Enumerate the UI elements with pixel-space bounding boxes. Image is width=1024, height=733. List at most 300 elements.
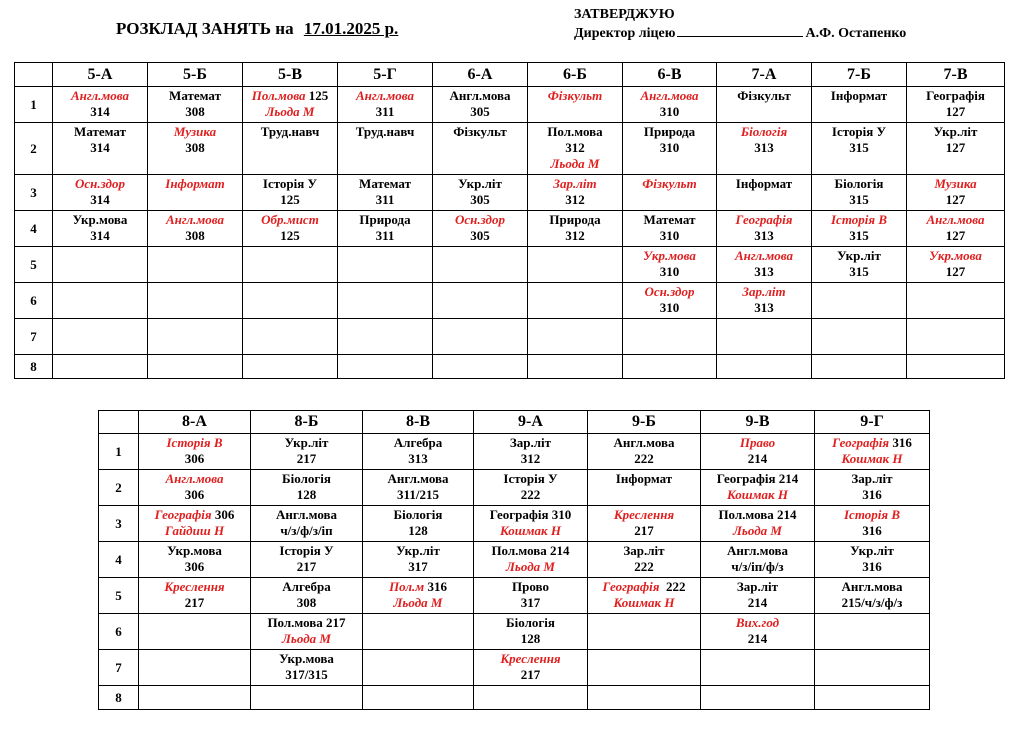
lesson-cell: [148, 175, 243, 211]
cell-line: [363, 543, 473, 559]
cell-line: [701, 523, 814, 539]
lesson-cell: [623, 355, 717, 379]
cell-text: 217: [296, 451, 317, 466]
cell-line: [815, 507, 929, 523]
lesson-cell: [701, 614, 815, 650]
lesson-cell: [363, 686, 474, 710]
cell-text: Зар.літ: [623, 543, 665, 558]
cell-line: [474, 651, 587, 667]
highlighted-text: Історія В: [166, 435, 223, 450]
lesson-cell: [148, 123, 243, 175]
cell-text: 217: [296, 559, 317, 574]
lesson-cell: [812, 319, 907, 355]
cell-text: Фізкульт: [453, 124, 507, 139]
cell-text: Фізкульт: [737, 88, 791, 103]
cell-text: 127: [945, 228, 966, 243]
table-row: [99, 578, 930, 614]
cell-text: 316: [862, 559, 882, 574]
lesson-cell: [701, 470, 815, 506]
cell-line: [148, 212, 242, 228]
cell-line: [717, 284, 811, 300]
cell-text: 305: [470, 104, 490, 119]
cell-text: Природа: [643, 124, 696, 139]
lesson-cell: [251, 686, 363, 710]
cell-text: 311: [375, 104, 395, 119]
cell-text: 317: [408, 559, 428, 574]
lesson-cell: [251, 434, 363, 470]
cell-text: Природа: [549, 212, 601, 227]
cell-line: [717, 300, 811, 316]
cell-text: 308: [185, 104, 205, 119]
highlighted-text: Осн.здор: [75, 176, 125, 191]
schedule-table-grades-5-7: [14, 62, 1005, 379]
cell-line: [812, 88, 906, 104]
cell-line: [528, 88, 622, 104]
title-text: РОЗКЛАД ЗАНЯТЬ на: [116, 19, 294, 38]
cell-line: [701, 451, 814, 467]
cell-text: 312: [520, 451, 541, 466]
cell-line: [588, 579, 700, 595]
cell-text: 314: [90, 140, 110, 155]
cell-line: [338, 212, 432, 228]
cell-line: [474, 615, 587, 631]
lesson-number: 2: [99, 470, 139, 506]
cell-text: 310: [659, 228, 680, 243]
cell-line: [243, 124, 337, 140]
cell-text: 315: [849, 228, 869, 243]
cell-line: [433, 88, 527, 104]
cell-text: 127: [945, 264, 966, 279]
cell-text: 127: [945, 140, 966, 155]
highlighted-text: Географія: [735, 212, 793, 227]
cell-line: [812, 264, 906, 280]
highlighted-text: Англ.мова: [70, 88, 130, 103]
cell-line: [623, 212, 716, 228]
lesson-cell: [907, 247, 1005, 283]
cell-line: [701, 631, 814, 647]
lesson-cell: [474, 650, 588, 686]
cell-line: [251, 507, 362, 523]
lesson-cell: [433, 355, 528, 379]
lesson-cell: [717, 87, 812, 123]
cell-line: [474, 451, 587, 467]
lesson-cell: [815, 686, 930, 710]
cell-text: Пол.мова 214: [491, 543, 570, 558]
lesson-cell: [148, 211, 243, 247]
highlighted-text: Кошмак Н: [841, 451, 903, 466]
cell-text: Інформат: [615, 471, 673, 486]
cell-text: Історія У: [831, 124, 887, 139]
cell-text: 314: [90, 104, 110, 119]
class-header: 9-А: [474, 411, 588, 434]
highlighted-text: Англ.мова: [926, 212, 985, 227]
cell-line: [717, 212, 811, 228]
lesson-cell: [907, 355, 1005, 379]
lesson-cell: [907, 175, 1005, 211]
lesson-cell: [717, 175, 812, 211]
highlighted-text: Музика: [173, 124, 217, 139]
cell-text: 127: [945, 192, 966, 207]
approval-block: [574, 5, 906, 43]
cell-line: [812, 248, 906, 264]
cell-line: [907, 264, 1004, 280]
cell-line: [53, 140, 147, 156]
lesson-cell: [701, 506, 815, 542]
cell-text: Біологія: [834, 176, 884, 191]
cell-line: [717, 248, 811, 264]
cell-line: [815, 523, 929, 539]
cell-line: [433, 212, 527, 228]
cell-line: [251, 631, 362, 647]
lesson-cell: [474, 614, 588, 650]
cell-line: [588, 435, 700, 451]
lesson-cell: [907, 211, 1005, 247]
cell-text: 308: [296, 595, 317, 610]
lesson-cell: [907, 319, 1005, 355]
cell-line: [433, 124, 527, 140]
cell-line: [53, 176, 147, 192]
cell-text: 311: [375, 228, 395, 243]
lesson-cell: [53, 211, 148, 247]
cell-line: [528, 228, 622, 244]
lesson-number: 2: [15, 123, 53, 175]
lesson-number: 1: [99, 434, 139, 470]
lesson-cell: [251, 578, 363, 614]
highlighted-text: Фізкульт: [547, 88, 603, 103]
lesson-cell: [528, 247, 623, 283]
cell-text: Укр.літ: [458, 176, 502, 191]
cell-text: 311/215: [397, 487, 439, 502]
table-row: [15, 247, 1005, 283]
class-header: 5-Б: [148, 63, 243, 87]
lesson-cell: [474, 686, 588, 710]
cell-text: Укр.мова: [72, 212, 128, 227]
lesson-cell: [338, 355, 433, 379]
lesson-cell: [701, 686, 815, 710]
lesson-cell: [338, 123, 433, 175]
class-header: 7-А: [717, 63, 812, 87]
lesson-cell: [243, 175, 338, 211]
cell-text: 125: [280, 192, 300, 207]
cell-text: Труд.навч: [260, 124, 320, 139]
lesson-cell: [474, 506, 588, 542]
cell-line: [251, 471, 362, 487]
cell-text: Пол.мова 217: [267, 615, 346, 630]
cell-line: [623, 124, 716, 140]
lesson-cell: [139, 650, 251, 686]
cell-line: [907, 88, 1004, 104]
class-header: 9-Б: [588, 411, 701, 434]
class-header: 5-А: [53, 63, 148, 87]
highlighted-text: Креслення: [500, 651, 561, 666]
lesson-cell: [148, 319, 243, 355]
lesson-cell: [53, 175, 148, 211]
lesson-cell: [251, 614, 363, 650]
table-header-row: [99, 411, 930, 434]
cell-line: [139, 543, 250, 559]
lesson-cell: [528, 87, 623, 123]
lesson-cell: [815, 506, 930, 542]
room-number: 316: [889, 435, 912, 450]
cell-line: [588, 595, 700, 611]
cell-text: 310: [659, 264, 680, 279]
cell-line: [251, 543, 362, 559]
cell-text: 313: [754, 140, 774, 155]
highlighted-text: Пол.м: [389, 579, 425, 594]
cell-line: [243, 228, 337, 244]
lesson-cell: [474, 578, 588, 614]
lesson-cell: [363, 434, 474, 470]
cell-line: [815, 543, 929, 559]
table-row: [15, 283, 1005, 319]
lesson-number: 3: [99, 506, 139, 542]
lesson-cell: [243, 87, 338, 123]
cell-line: [363, 451, 473, 467]
cell-line: [251, 579, 362, 595]
lesson-cell: [907, 283, 1005, 319]
cell-line: [528, 192, 622, 208]
highlighted-text: Фізкульт: [642, 176, 697, 191]
lesson-cell: [433, 175, 528, 211]
cell-line: [433, 104, 527, 120]
cell-text: Англ.мова: [726, 543, 789, 558]
cell-text: Математ: [359, 176, 411, 191]
cell-text: Географія: [926, 88, 985, 103]
room-number: 125: [305, 88, 329, 103]
cell-text: 311: [375, 192, 395, 207]
lesson-cell: [251, 506, 363, 542]
cell-line: [363, 523, 473, 539]
class-header: 8-А: [139, 411, 251, 434]
cell-line: [812, 124, 906, 140]
cell-line: [338, 88, 432, 104]
cell-line: [139, 559, 250, 575]
cell-text: ч/з/іп/ф/з: [731, 559, 784, 574]
highlighted-text: Англ.мова: [165, 471, 224, 486]
cell-line: [528, 156, 622, 172]
cell-text: Географія 310: [489, 507, 572, 522]
lesson-cell: [701, 578, 815, 614]
cell-text: Прово: [512, 579, 549, 594]
cell-text: 313: [754, 228, 774, 243]
highlighted-text: Географія: [602, 579, 660, 594]
cell-line: [251, 667, 362, 683]
cell-line: [815, 579, 929, 595]
lesson-number: 7: [99, 650, 139, 686]
highlighted-text: Укр.мова: [929, 248, 982, 263]
cell-text: 310: [659, 104, 680, 119]
lesson-cell: [528, 123, 623, 175]
lesson-cell: [139, 506, 251, 542]
class-header: 6-Б: [528, 63, 623, 87]
lesson-number: 8: [15, 355, 53, 379]
cell-line: [474, 595, 587, 611]
table-row: [99, 686, 930, 710]
lesson-cell: [243, 355, 338, 379]
cell-line: [907, 228, 1004, 244]
table-row: [99, 506, 930, 542]
cell-line: [148, 176, 242, 192]
lesson-cell: [243, 247, 338, 283]
cell-text: 214: [747, 631, 768, 646]
highlighted-text: Льода М: [550, 156, 600, 171]
director-line: [574, 24, 906, 43]
highlighted-text: Осн.здор: [455, 212, 505, 227]
lesson-cell: [433, 319, 528, 355]
highlighted-text: Креслення: [613, 507, 675, 522]
lesson-cell: [717, 211, 812, 247]
cell-line: [139, 507, 250, 523]
cell-text: 125: [280, 228, 300, 243]
cell-line: [588, 543, 700, 559]
cell-line: [338, 192, 432, 208]
cell-line: [139, 487, 250, 503]
cell-text: 214: [747, 451, 768, 466]
cell-line: [139, 435, 250, 451]
cell-text: 313: [408, 451, 428, 466]
lesson-cell: [588, 470, 701, 506]
highlighted-text: Зар.літ: [553, 176, 597, 191]
page-title: [116, 19, 398, 39]
lesson-cell: [701, 650, 815, 686]
class-header: 5-Г: [338, 63, 433, 87]
cell-line: [338, 176, 432, 192]
highlighted-text: Пол.мова: [251, 88, 306, 103]
cell-text: Інформат: [830, 88, 888, 103]
cell-text: Англ.мова: [613, 435, 675, 450]
cell-line: [243, 104, 337, 120]
lesson-cell: [588, 506, 701, 542]
lesson-cell: [243, 283, 338, 319]
class-header: 9-В: [701, 411, 815, 434]
highlighted-text: Англ.мова: [734, 248, 794, 263]
lesson-cell: [815, 542, 930, 578]
lesson-cell: [243, 211, 338, 247]
cell-line: [53, 124, 147, 140]
lesson-cell: [623, 211, 717, 247]
cell-line: [363, 579, 473, 595]
cell-text: 316: [862, 523, 882, 538]
highlighted-text: Кошмак Н: [726, 487, 788, 502]
lesson-cell: [53, 319, 148, 355]
cell-text: Алгебра: [282, 579, 331, 594]
table-row: [99, 542, 930, 578]
cell-text: Історія У: [503, 471, 558, 486]
lesson-cell: [717, 123, 812, 175]
lesson-cell: [812, 123, 907, 175]
cell-text: Математ: [74, 124, 126, 139]
corner-cell: [15, 63, 53, 87]
cell-text: 215/ч/з/ф/з: [841, 595, 903, 610]
cell-line: [251, 559, 362, 575]
cell-text: Укр.літ: [396, 543, 440, 558]
lesson-cell: [433, 87, 528, 123]
lesson-cell: [623, 175, 717, 211]
cell-line: [474, 471, 587, 487]
cell-text: Історія У: [279, 543, 334, 558]
cell-line: [815, 595, 929, 611]
cell-line: [623, 284, 716, 300]
cell-text: Англ.мова: [449, 88, 511, 103]
lesson-cell: [588, 434, 701, 470]
highlighted-text: Кошмак Н: [499, 523, 561, 538]
cell-line: [243, 176, 337, 192]
lesson-number: 8: [99, 686, 139, 710]
cell-line: [474, 631, 587, 647]
cell-text: 222: [634, 559, 654, 574]
signature-line: [677, 25, 803, 37]
cell-text: Зар.літ: [509, 435, 552, 450]
cell-line: [251, 595, 362, 611]
highlighted-text: Англ.мова: [165, 212, 225, 227]
table-header-row: [15, 63, 1005, 87]
cell-line: [815, 435, 929, 451]
cell-line: [701, 615, 814, 631]
cell-text: 315: [849, 140, 869, 155]
lesson-cell: [474, 434, 588, 470]
cell-text: Зар.літ: [736, 579, 779, 594]
lesson-cell: [815, 470, 930, 506]
cell-line: [363, 435, 473, 451]
cell-text: Англ.мова: [387, 471, 449, 486]
highlighted-text: Укр.мова: [643, 248, 696, 263]
lesson-cell: [588, 542, 701, 578]
cell-line: [701, 559, 814, 575]
highlighted-text: Біологія: [740, 124, 788, 139]
cell-line: [815, 487, 929, 503]
lesson-cell: [148, 283, 243, 319]
lesson-cell: [623, 283, 717, 319]
cell-text: Математ: [643, 212, 696, 227]
lesson-cell: [528, 175, 623, 211]
cell-text: 305: [470, 228, 490, 243]
room-number: 306: [211, 507, 235, 522]
lesson-cell: [433, 283, 528, 319]
cell-text: 312: [565, 140, 585, 155]
cell-text: 127: [945, 104, 966, 119]
highlighted-text: Інформат: [165, 176, 225, 191]
cell-line: [812, 176, 906, 192]
room-number: 316: [424, 579, 447, 594]
cell-text: 317/315: [285, 667, 328, 682]
cell-text: 316: [862, 487, 882, 502]
lesson-cell: [148, 355, 243, 379]
cell-text: 222: [634, 451, 654, 466]
lesson-cell: [907, 123, 1005, 175]
cell-text: 314: [90, 228, 110, 243]
cell-line: [251, 651, 362, 667]
cell-text: 314: [90, 192, 110, 207]
cell-text: Біологія: [393, 507, 443, 522]
lesson-cell: [53, 247, 148, 283]
lesson-cell: [588, 686, 701, 710]
approve-label: ЗАТВЕРДЖУЮ: [574, 7, 675, 22]
lesson-cell: [717, 247, 812, 283]
cell-line: [717, 124, 811, 140]
schedule-table-grades-8-9: [98, 410, 930, 710]
lesson-cell: [812, 247, 907, 283]
class-header: 9-Г: [815, 411, 930, 434]
cell-line: [815, 471, 929, 487]
cell-text: 315: [849, 192, 869, 207]
lesson-cell: [139, 614, 251, 650]
table-row: [99, 470, 930, 506]
cell-line: [433, 228, 527, 244]
cell-line: [528, 140, 622, 156]
highlighted-text: Гайдиш Н: [164, 523, 225, 538]
lesson-cell: [363, 506, 474, 542]
cell-line: [623, 88, 716, 104]
